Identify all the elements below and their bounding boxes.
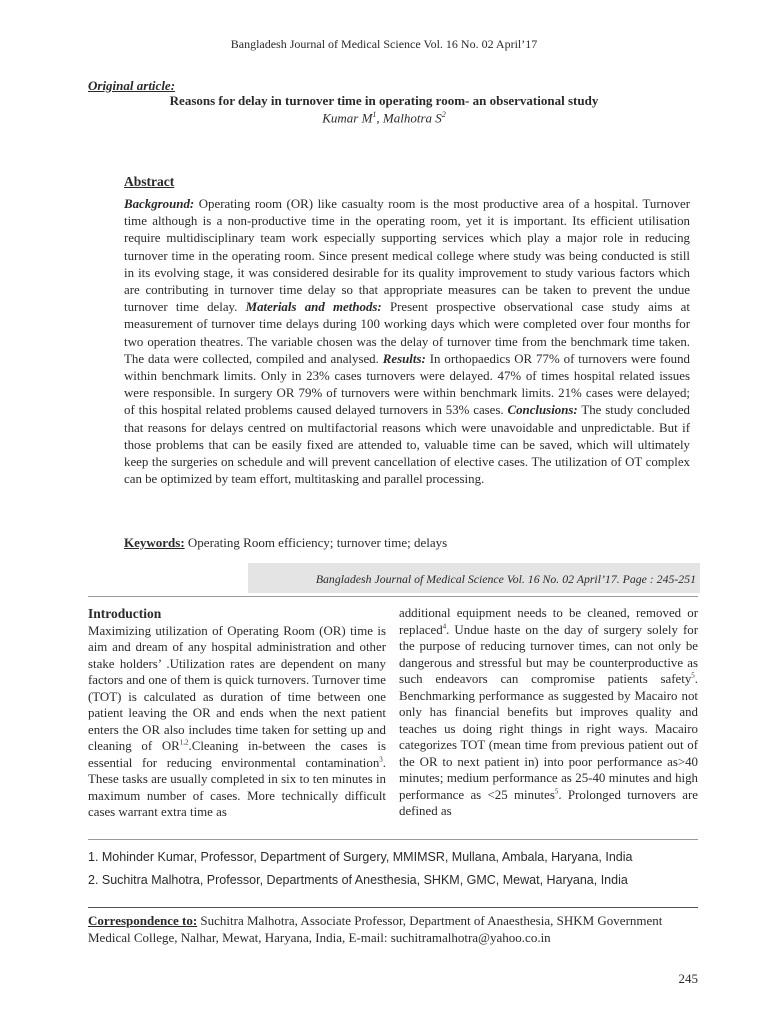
intro-left-text-2: .Cleaning in-between the cases is essential for reducing environmental contamination (88, 739, 386, 770)
intro-left-column (88, 606, 386, 821)
abstract-background-text: Operating room (OR) like casualty room is the most productive area of a hospital. Turnover time although is a non-productive time in the operating room, yet it is important. Its efficient utilisation require multidisciplinary team work especially supporting services which play a major role in reducing turnover time in the operating room. Since present medical college where study was being conducted is still in its evolving stage, it was considered desirable for its quality improvement to study various factors which are contributing in turnover time delay so that appropriate measures can be taken to prevent the undue turnover time delay. (124, 197, 690, 315)
abstract-background-label: Background: (124, 197, 195, 211)
intro-ref-2: 3 (379, 755, 383, 764)
abstract-body (124, 196, 690, 488)
affiliation-2: 2. Suchitra Malhotra, Professor, Departments of Anesthesia, SHKM, GMC, Mewat, Haryana, India (88, 873, 628, 887)
abstract-results-text: In orthopaedics OR 77% of turnovers were found within benchmark limits. Only in 23% cases turnovers were delayed. 47% of times hospital related issues were responsible. In surgery OR 79% of turnovers were within benchmark limits. 21% cases were delayed; of this hospital related problems caused delayed turnovers in 53% cases. (124, 351, 690, 418)
correspondence (88, 912, 698, 946)
author-separator: , (376, 110, 383, 126)
correspondence-text: Suchitra Malhotra, Associate Professor, Department of Anaesthesia, SHKM Government Medical College, Nalhar, Mewat, Haryana, India, E-mail: suchitramalhotra@yahoo.co.in (88, 913, 663, 945)
keywords-line (124, 535, 447, 551)
article-type-label: Original article: (88, 78, 176, 93)
affiliation-1: 1. Mohinder Kumar, Professor, Department of Surgery, MMIMSR, Mullana, Ambala, Haryana, India (88, 850, 633, 864)
page-number: 245 (678, 971, 698, 986)
abstract-results-label: Results: (382, 351, 426, 366)
intro-left-text-1: Maximizing utilization of Operating Room (OR) time is aim and dream of any hospital administration and other stake holders’ .Utilization rates are dependent on many factors and one of them is quick turnovers. Turnover time (TOT) is calculated as duration of time between one patient leaving the OR and ends when the next patient enters the OR also includes time taken for setting up and cleaning of OR (88, 623, 386, 753)
author-line (0, 110, 768, 126)
abstract-methods-text: Present prospective observational case study aims at measurement of turnover time delays during 100 working days which were completed over four months for two operation theatres. The variable chosen was the delay of turnover time from the benchmark time taken. The data were collected, compiled and analysed. (124, 300, 690, 366)
intro-right-text-1: additional equipment needs to be cleaned, removed or replaced (399, 606, 698, 637)
intro-right-text-3: . Benchmarking performance as suggested by Macairo not only has financial benefits but improves quality and teaches us doing right things in right ways. Macairo categorizes TOT (mean time from previous patient out of the OR to next patient in) into poor performance as>40 minutes; medium performance as 25-40 minutes and high performance as <25 minutes (399, 672, 698, 802)
intro-right-text-4: . Prolonged turnovers are defined as (399, 787, 698, 818)
introduction-heading: Introduction (88, 606, 162, 621)
article-title: Reasons for delay in turnover time in operating room- an observational study (169, 93, 599, 108)
author-1-ref: 1 (372, 110, 377, 119)
author-2-ref: 2 (441, 110, 446, 119)
keywords-text: Operating Room efficiency; turnover time; delays (184, 535, 448, 550)
correspondence-divider (88, 907, 698, 908)
intro-right-text-2: . Undue haste on the day of surgery solely for the purpose of reducing turnover times, can not only be dangerous and stressful but may be counterproductive as such endeavors can compromise patients safety (399, 622, 698, 686)
correspondence-label: Correspondence to: (88, 913, 198, 928)
abstract-conclusions-label: Conclusions: (507, 403, 578, 418)
citation-band (248, 563, 700, 593)
intro-left-text-3: . These tasks are usually completed in six to ten minutes in maximum number of cases. More technically difficult cases warrant extra time as (88, 755, 386, 819)
intro-right-column (399, 605, 698, 820)
intro-ref-4: 5 (691, 671, 695, 680)
abstract-heading: Abstract (124, 174, 175, 189)
author-1-name: Kumar M (322, 110, 373, 126)
footnote-divider (88, 839, 698, 840)
running-head: Bangladesh Journal of Medical Science Vol. 16 No. 02 April’17 (230, 37, 538, 51)
section-divider (88, 596, 698, 597)
citation-text: Bangladesh Journal of Medical Science Vol. 16 No. 02 April’17. Page : 245-251 (315, 572, 696, 586)
intro-ref-1: 1,2 (179, 738, 189, 747)
intro-ref-5: 5 (554, 787, 559, 796)
author-2-name: Malhotra S (382, 110, 442, 126)
intro-ref-3: 4 (442, 622, 447, 631)
abstract-conclusions-text: The study concluded that reasons for delays centred on multifactorial reasons which were unavoidable and unpredictable. But if those problems that can be easily fixed are attended to, valuable time can be saved, which will ultimately keep the surgeries on schedule and will prevent cancellation of elective cases. The utilization of OT complex can be optimized by team effort, multitasking and parallel processing. (124, 403, 690, 487)
abstract-methods-label: Materials and methods: (245, 300, 382, 315)
keywords-label: Keywords: (124, 535, 185, 550)
